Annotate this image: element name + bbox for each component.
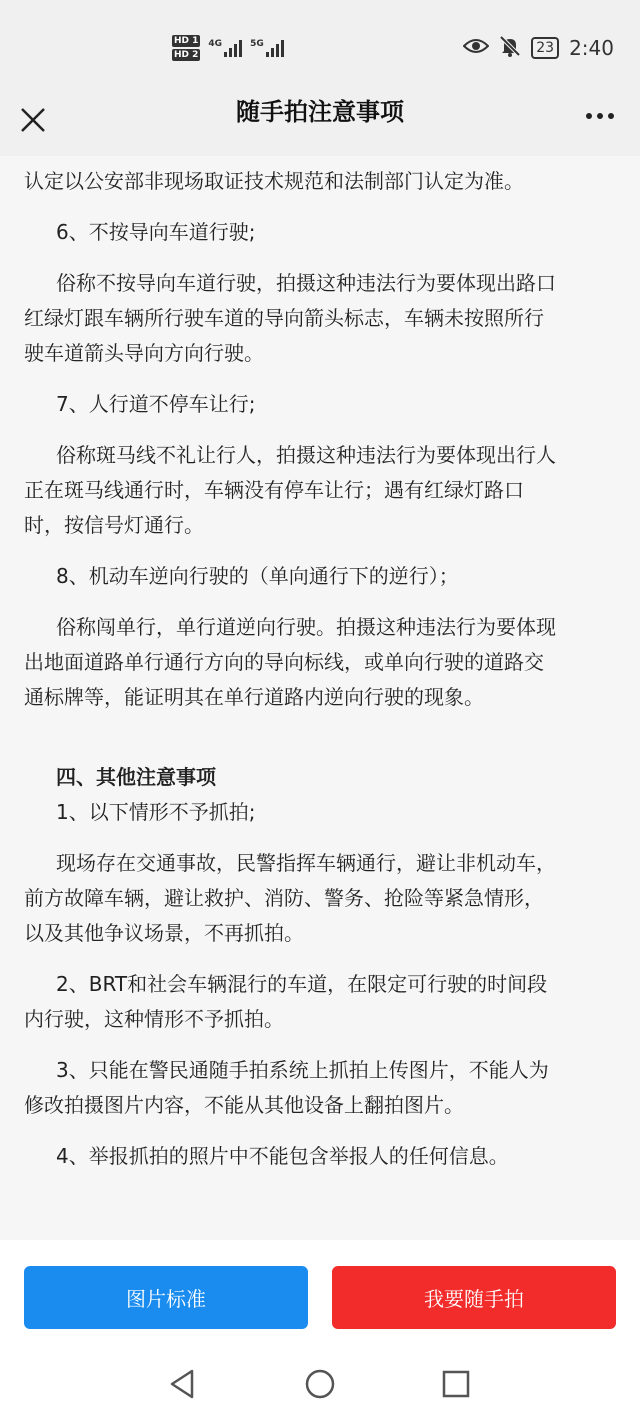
item8-line3: 通标牌等，能证明其在单行道路内逆向行驶的现象。 [24,685,484,709]
more-button[interactable] [578,96,622,136]
take-photo-button[interactable]: 我要随手拍 [332,1266,616,1329]
more-dots-icon [586,113,592,119]
sim1-badge: HD 1 [174,36,199,46]
item7-line2: 正在斑马线通行时，车辆没有停车让行；遇有红绿灯路口 [24,478,524,502]
sim-badges [172,35,200,61]
status-icons [463,34,614,62]
nav-recents-button[interactable] [432,1360,480,1408]
signal-bars-icon [266,39,284,57]
signal-indicators [172,30,284,66]
nav-back-button[interactable] [158,1360,206,1408]
item6-line1: 俗称不按导向车道行驶，拍摄这种违法行为要体现出路口 [56,271,556,295]
page-title: 随手拍注意事项 [236,98,404,126]
item6-heading: 6、不按导向车道行驶; [56,220,256,244]
network-type-1: 4G [208,39,223,49]
signal-2 [250,39,284,57]
lead-fragment: 认定以公安部非现场取证技术规范和法制部门认定为准。 [24,169,524,193]
s4-item2-line1: 2、BRT和社会车辆混行的车道，在限定可行驶的时间段 [56,972,548,996]
item6-line2: 红绿灯跟车辆所行驶车道的导向箭头标志，车辆未按照所行 [24,306,544,330]
s4-item1-line2: 前方故障车辆，避让救护、消防、警务、抢险等紧急情形， [24,886,544,910]
s4-item1-line3: 以及其他争议场景，不再抓拍。 [24,921,304,945]
item8-heading: 8、机动车逆向行驶的（单向通行下的逆行）； [56,564,459,588]
s4-item3-line2: 修改拍摄图片内容，不能从其他设备上翻拍图片。 [24,1093,464,1117]
article-body [24,164,620,1174]
status-bar [0,0,640,88]
s4-item2-line2: 内行驶，这种情形不予抓拍。 [24,1007,284,1031]
item7-heading: 7、人行道不停车让行; [56,392,256,416]
item7-line3: 时，按信号灯通行。 [24,513,204,537]
recents-square-icon [442,1370,470,1398]
nav-home-button[interactable] [296,1360,344,1408]
item8-line2: 出地面道路单行通行方向的导向标线，或单向行驶的道路交 [24,650,544,674]
mute-bell-icon [499,35,521,62]
sim2-badge: HD 2 [174,50,199,60]
s4-item1-line1: 现场存在交通事故，民警指挥车辆通行，避让非机动车， [56,851,556,875]
home-circle-icon [305,1369,335,1399]
item7-line1: 俗称斑马线不礼让行人，拍摄这种违法行为要体现出行人 [56,443,556,467]
s4-item3-line1: 3、只能在警民通随手拍系统上抓拍上传图片，不能人为 [56,1058,549,1082]
section4-heading: 四、其他注意事项 [56,765,216,789]
article-content[interactable] [0,156,640,1240]
title-bar [0,88,640,156]
battery-icon: 23 [531,37,559,59]
signal-1 [208,39,242,57]
system-nav-bar [0,1350,640,1422]
time-text: 2:40 [569,36,614,60]
back-triangle-icon [168,1369,196,1399]
image-standard-button[interactable]: 图片标准 [24,1266,308,1329]
s4-item1-heading: 1、以下情形不予抓拍; [56,800,256,824]
s4-item4-line1: 4、举报抓拍的照片中不能包含举报人的任何信息。 [56,1144,509,1168]
item6-line3: 驶车道箭头导向方向行驶。 [24,341,264,365]
signal-bars-icon [224,39,242,57]
item8-line1: 俗称闯单行，单行道逆向行驶。拍摄这种违法行为要体现 [56,615,556,639]
network-type-2: 5G [250,39,264,49]
eye-icon [463,36,489,60]
